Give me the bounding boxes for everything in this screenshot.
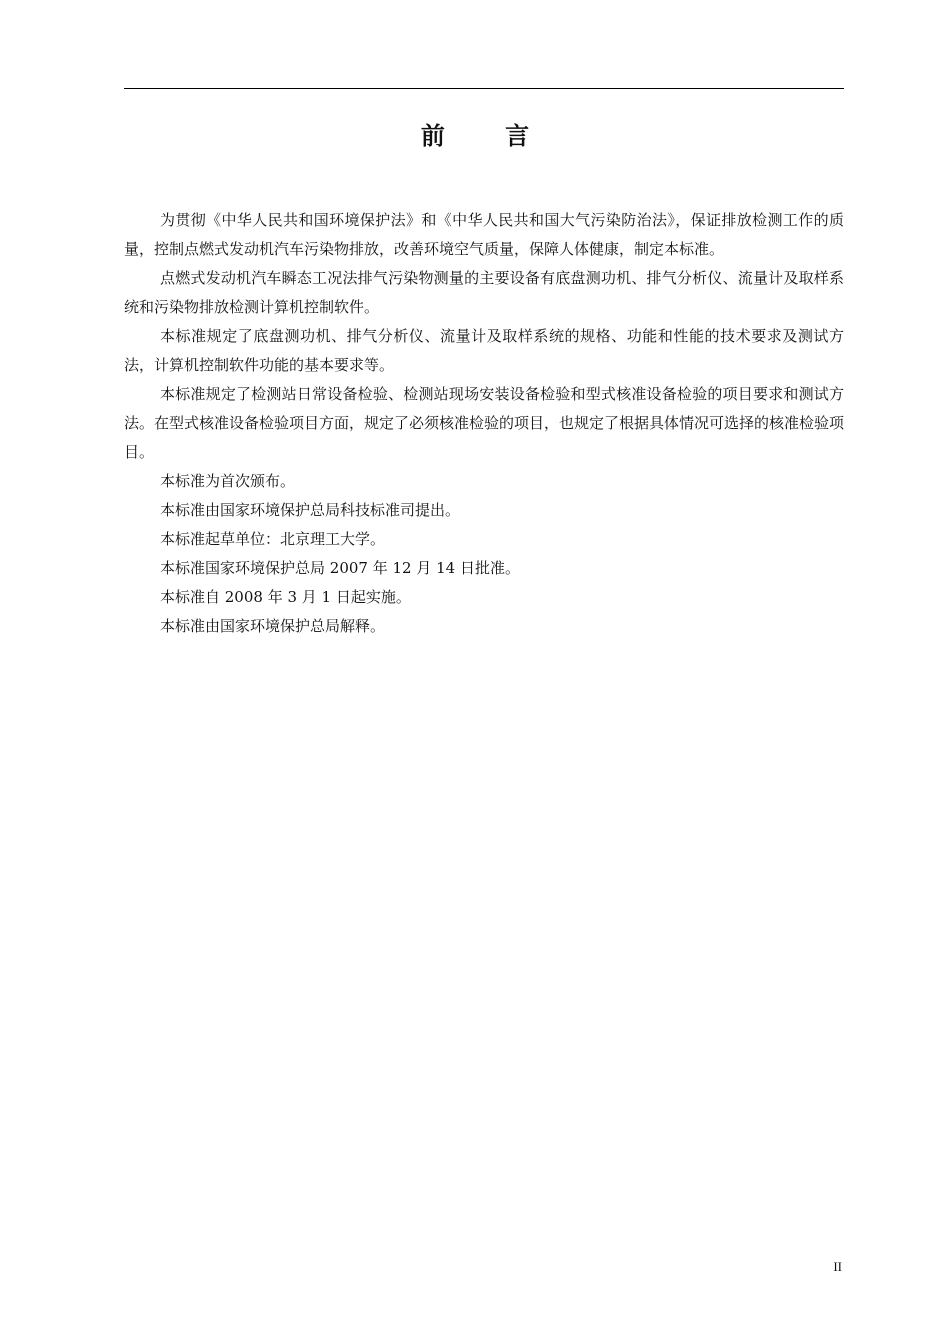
paragraph-equipment: 点燃式发动机汽车瞬态工况法排气污染物测量的主要设备有底盘测功机、排气分析仪、流量计及取样系统和污染物排放检测计算机控制软件。 [124, 269, 844, 316]
paragraph-drafter: 本标准起草单位：北京理工大学。 [160, 530, 386, 548]
paragraph-purpose: 为贯彻《中华人民共和国环境保护法》和《中华人民共和国大气污染防治法》，保证排放检测工作的质量，控制点燃式发动机汽车污染物排放，改善环境空气质量，保障人体健康，制定本标准。 [124, 211, 844, 258]
foreword-body [124, 206, 844, 641]
paragraph-requirements: 本标准规定了底盘测功机、排气分析仪、流量计及取样系统的规格、功能和性能的技术要求及测试方法，计算机控制软件功能的基本要求等。 [124, 327, 844, 374]
page-title: 前 言 [420, 122, 556, 150]
paragraph-interpretation: 本标准由国家环境保护总局解释。 [160, 617, 386, 635]
paragraph-first-release: 本标准为首次颁布。 [160, 472, 296, 490]
header-rule [124, 88, 844, 89]
paragraph-effective-date: 本标准自 2008 年 3 月 1 日起实施。 [160, 588, 411, 606]
paragraph-inspection: 本标准规定了检测站日常设备检验、检测站现场安装设备检验和型式核准设备检验的项目要求和测试方法。在型式核准设备检验项目方面，规定了必须核准检验的项目，也规定了根据具体情况可选择的核准检验项目。 [124, 385, 845, 461]
page-number: II [833, 1259, 842, 1274]
paragraph-proposer: 本标准由国家环境保护总局科技标准司提出。 [160, 501, 461, 519]
paragraph-approval: 本标准国家环境保护总局 2007 年 12 月 14 日批准。 [160, 559, 520, 577]
